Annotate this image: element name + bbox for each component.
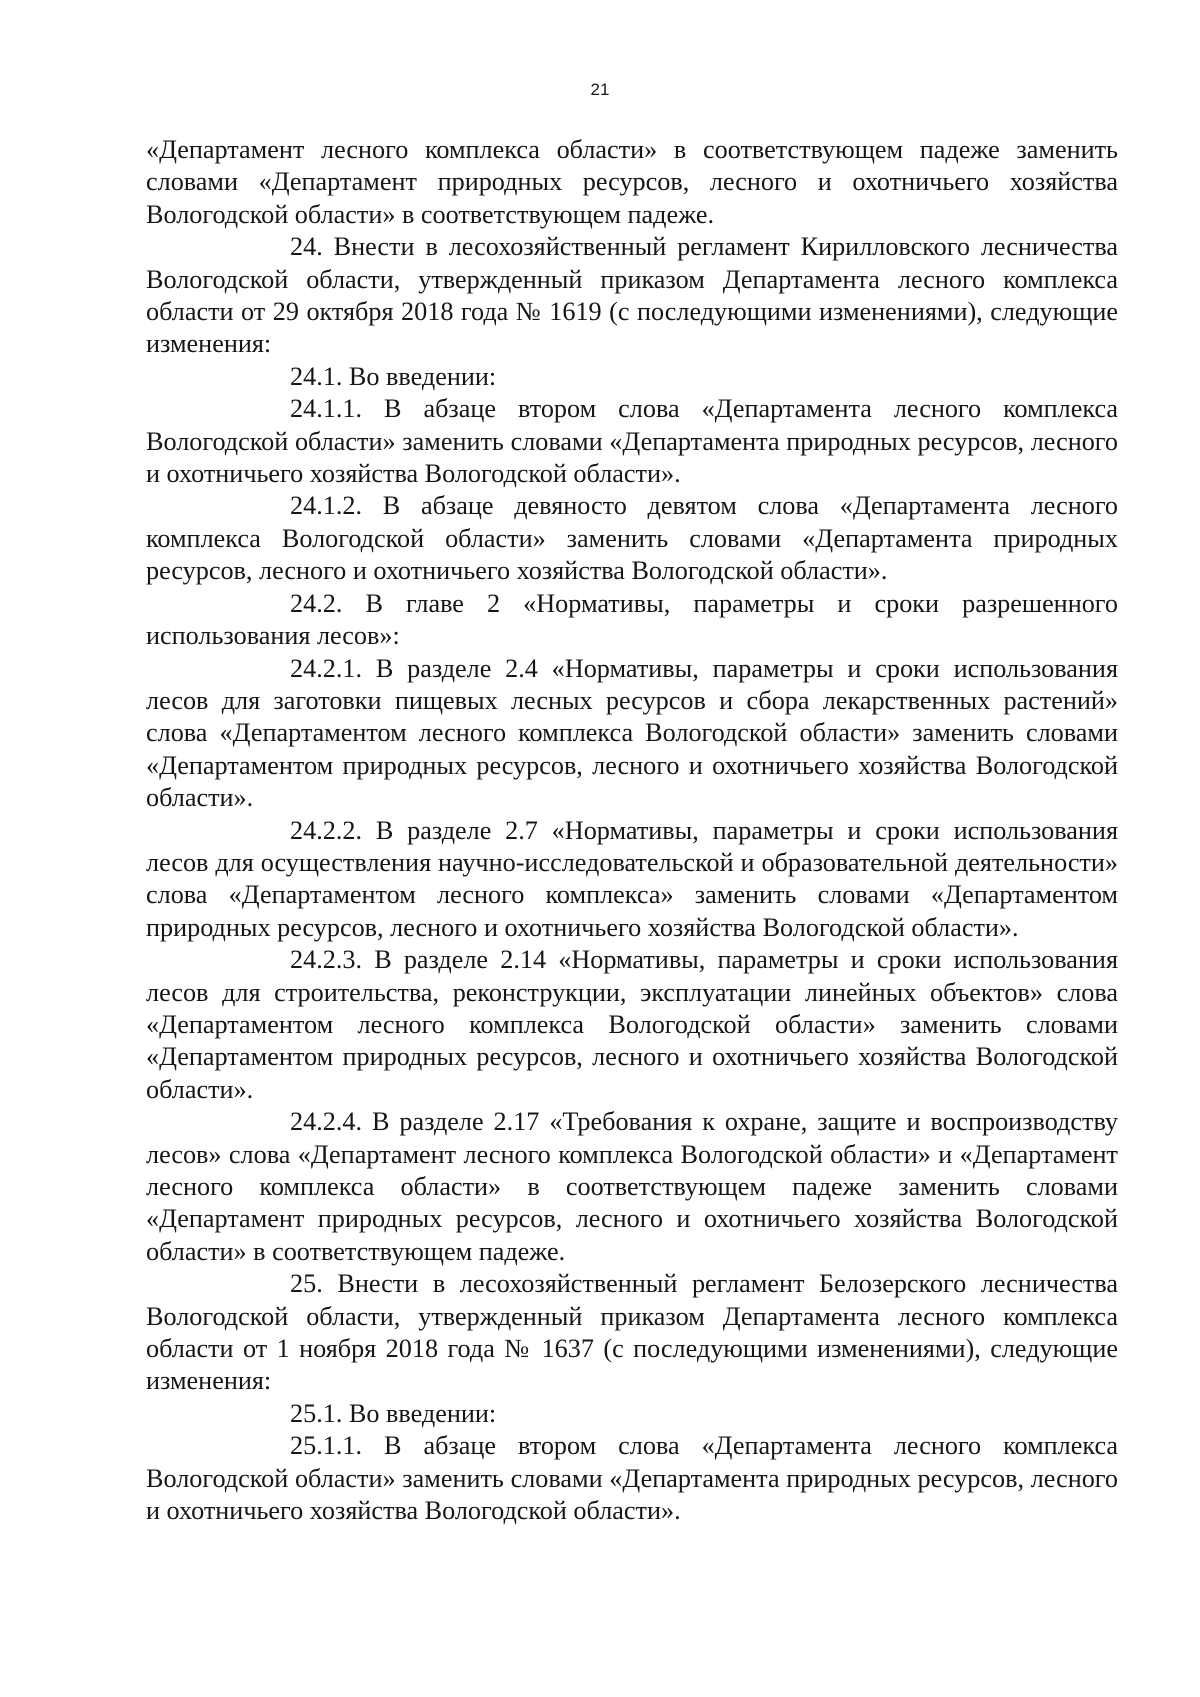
- paragraph-item-24-2-4: [146, 1106, 1118, 1268]
- item-number: 24.1.1.: [290, 394, 363, 424]
- page-number: 21: [590, 80, 610, 99]
- paragraph-continuation: [146, 134, 1118, 231]
- paragraph-text: В абзаце девяносто девятом слова «Департамента лесного комплекса Вологодской области» заменить словами «Департамента природных ресурсов, лесного и охотничьего хозяйства Вологодской области».: [146, 491, 1118, 586]
- item-number: 24.2.4.: [290, 1107, 363, 1137]
- paragraph-item-24-2: [146, 588, 1118, 653]
- paragraph-item-24-1: [146, 361, 1118, 393]
- item-number: 24.: [290, 232, 323, 262]
- paragraph-item-24-1-1: [146, 393, 1118, 490]
- paragraph-item-24-1-2: [146, 490, 1118, 587]
- paragraph-text: Во введении:: [348, 361, 497, 391]
- paragraph-text: В главе 2 «Нормативы, параметры и сроки разрешенного использования лесов»:: [146, 588, 1118, 651]
- paragraph-item-24: [146, 231, 1118, 361]
- paragraph-text: В разделе 2.14 «Нормативы, параметры и сроки использования лесов для строительства, реконструкции, эксплуатации линейных объектов» слова «Департаментом лесного комплекса Вологодской области» заменить словами «Департаментом природных ресурсов, лесного и охотничьего хозяйства Вологодской области».: [146, 945, 1118, 1104]
- paragraph-text: В разделе 2.17 «Требования к охране, защите и воспроизводству лесов» слова «Департамент лесного комплекса Вологодской области» и «Департамент лесного комплекса области» в соответствующем падеже заменить словами «Департамент природных ресурсов, лесного и охотничьего хозяйства Вологодской области» в соответствующем падеже.: [146, 1107, 1119, 1266]
- item-number: 24.2.2.: [290, 815, 363, 845]
- item-number: 25.1.1.: [290, 1431, 363, 1461]
- paragraph-item-25: [146, 1268, 1118, 1398]
- paragraph-text: В абзаце втором слова «Департамента лесного комплекса Вологодской области» заменить словами «Департамента природных ресурсов, лесного и охотничьего хозяйства Вологодской области».: [146, 1431, 1119, 1526]
- item-number: 24.1.: [290, 361, 343, 391]
- paragraph-item-24-2-2: [146, 815, 1118, 945]
- item-number: 25.1.: [290, 1398, 343, 1428]
- paragraph-item-25-1: [146, 1398, 1118, 1430]
- item-number: 24.2.3.: [290, 945, 363, 975]
- paragraph-text: В разделе 2.4 «Нормативы, параметры и сроки использования лесов для заготовки пищевых лесных ресурсов и сбора лекарственных растений» слова «Департаментом лесного комплекса Вологодской области» заменить словами «Департаментом природных ресурсов, лесного и охотничьего хозяйства Вологодской области».: [146, 653, 1118, 813]
- paragraph-text: В разделе 2.7 «Нормативы, параметры и сроки использования лесов для осуществления научно-исследовательской и образовательной деятельности» слова «Департаментом лесного комплекса» заменить словами «Департаментом природных ресурсов, лесного и охотничьего хозяйства Вологодской области».: [146, 815, 1118, 942]
- item-number: 24.1.2.: [290, 491, 363, 521]
- paragraph-item-24-2-3: [146, 944, 1118, 1106]
- paragraph-text: В абзаце втором слова «Департамента лесного комплекса Вологодской области» заменить словами «Департамента природных ресурсов, лесного и охотничьего хозяйства Вологодской области».: [146, 394, 1119, 489]
- paragraph-item-24-2-1: [146, 653, 1118, 815]
- paragraph-text: Внести в лесохозяйственный регламент Белозерского лесничества Вологодской области, утвержденный приказом Департамента лесного комплекса области от 1 ноября 2018 года № 1637 (с последующими изменениями), следующие изменения:: [146, 1269, 1118, 1396]
- paragraph-text: Внести в лесохозяйственный регламент Кирилловского лесничества Вологодской области, утвержденный приказом Департамента лесного комплекса области от 29 октября 2018 года № 1619 (с последующими изменениями), следующие изменения:: [146, 232, 1119, 359]
- paragraph-text: «Департамент лесного комплекса области» в соответствующем падеже заменить словами «Департамент природных ресурсов, лесного и охотничьего хозяйства Вологодской области» в соответствующем падеже.: [146, 135, 1118, 229]
- item-number: 24.2.1.: [290, 653, 363, 683]
- item-number: 25.: [290, 1269, 323, 1299]
- item-number: 24.2.: [290, 588, 343, 618]
- paragraph-text: Во введении:: [348, 1398, 497, 1428]
- paragraph-item-25-1-1: [146, 1430, 1118, 1527]
- document-body: [146, 134, 1118, 1527]
